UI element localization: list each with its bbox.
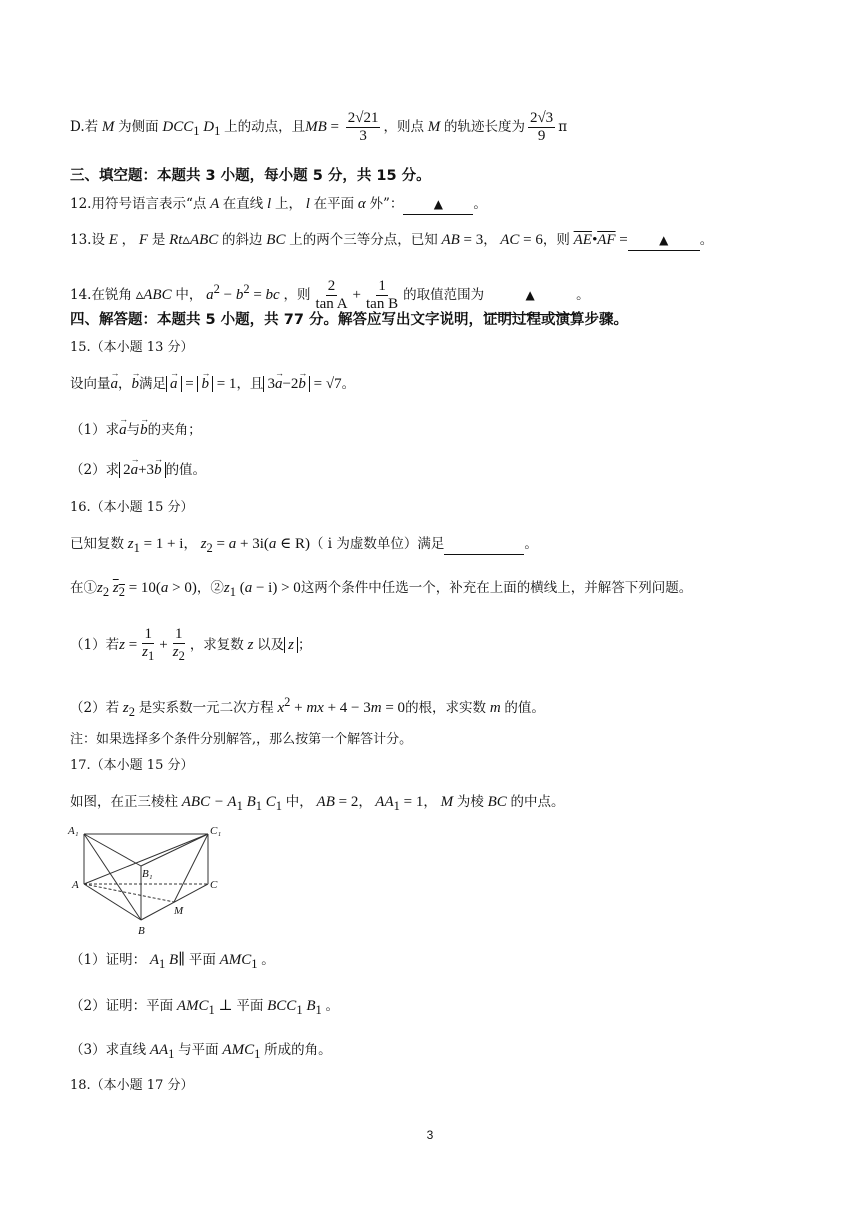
page-number: 3 [426,1128,434,1142]
label-c: C [210,879,218,891]
label-b1: B₁ [142,868,153,880]
label-c1: C₁ [210,825,222,837]
question-13: 13.设 E ， F 是 Rt▵ABC 的斜边 BC 上的两个三等分点，已知 AB = 3， AC = 6，则 $\overline{AE}•\overline{AF}$ = ▲ 。 [70,230,713,251]
answer-blank-12: ▲ [403,194,473,215]
question-16-header: 16.（本小题 15 分） [70,500,194,515]
condition-blank [444,534,524,555]
question-17-stem: 如图，在正三棱柱 ABC − $A_1$ $B_1$ $C_1$ 中， AB = 2， $AA_1 = 1$， M 为棱 BC 的中点。 [70,794,565,813]
question-15-stem: 设向量→ a，→ b满足 → a = → b = 1，且 3→ a−2→ b = √7。 [70,374,355,394]
fraction-2-over-tanA: $\frac{2}{\text{tan A}}$ [315,278,348,312]
option-d-line: D.若 M 为侧面 $DCC_1$ $D_1$ 上的动点，且MB = $\frac{2√21}{3}$ ，则点 M 的轨迹长度为 $\frac{2√3}{9}$ π [70,110,568,144]
question-16-part-2: （2）若 $z_2$ 是实系数一元二次方程 $x^2$ + mx + 4 − 3m = 0的根，求实数 m 的值。 [70,695,545,719]
question-15-part-2: （2）求 2→ a+3→ b 的值。 [70,460,206,480]
question-16-stem: 已知复数 $z_1 = 1 + i$， $z_2 = a + 3i(a$ ∈ R)（ i 为虚数单位）满足 。 [70,536,538,555]
section-heading-solutions: 四、解答题：本题共 5 小题，共 77 分。解答应写出文字说明，证明过程或演算步骤。 [70,312,628,328]
question-14: 14.在锐角 ▵ABC 中， $a^2 - b^2$ = bc ，则 $\frac{2}{\text{tan A}}$ + $\frac{1}{\text{tan B}}$ 的取值范围为 ▲ 。 [70,270,590,315]
mb-fraction: $\frac{2√21}{3}$ [347,110,379,144]
question-17-part-2: （2）证明：平面 $AMC_1$ ⊥ 平面 $BCC_1$ $B_1$ 。 [70,998,339,1017]
question-17-part-1: （1）证明： $A_1$ B∥ 平面 $AMC_1$ 。 [70,952,275,971]
question-17-part-3: （3）求直线 $AA_1$ 与平面 $AMC_1$ 所成的角。 [70,1042,332,1061]
label-b: B [138,925,145,937]
section-heading-fill-in: 三、填空题：本题共 3 小题，每小题 5 分，共 15 分。 [70,168,431,184]
question-17-header: 17.（本小题 15 分） [70,758,194,773]
answer-blank-14: ▲ [484,276,576,315]
fraction-1-over-tanB: $\frac{1}{\text{tan B}}$ [366,278,399,312]
question-16-note: 注：如果选择多个条件分别解答,，那么按第一个解答计分。 [70,732,413,747]
label-m: M [174,905,184,917]
prism-figure [66,822,226,938]
label-a1: A₁ [68,825,79,837]
question-16-conditions: 在$①z_2$ $z_2 = 10(a > 0)$，$②z_1$ (a − i) > 0这两个条件中任选一个，补充在上面的横线上，并解答下列问题。 [70,580,693,599]
question-18-header: 18.（本小题 17 分） [70,1078,194,1093]
question-16-part-1: （1）若z = $\frac{1}{z_1}$ + $\frac{1}{z_2}$ ，求复数 z 以及 z ； [70,626,312,663]
label-a: A [72,879,79,891]
answer-fraction: $\frac{2√3}{9}$ [529,110,554,144]
answer-blank-13: ▲ [628,230,700,251]
question-12: 12.用符号语言表示“点 A 在直线 l 上， l 在平面 α 外”： ▲ 。 [70,194,487,215]
question-15-header: 15.（本小题 13 分） [70,340,194,355]
question-15-part-1: （1）求→ a与→ b的夹角； [70,420,202,440]
